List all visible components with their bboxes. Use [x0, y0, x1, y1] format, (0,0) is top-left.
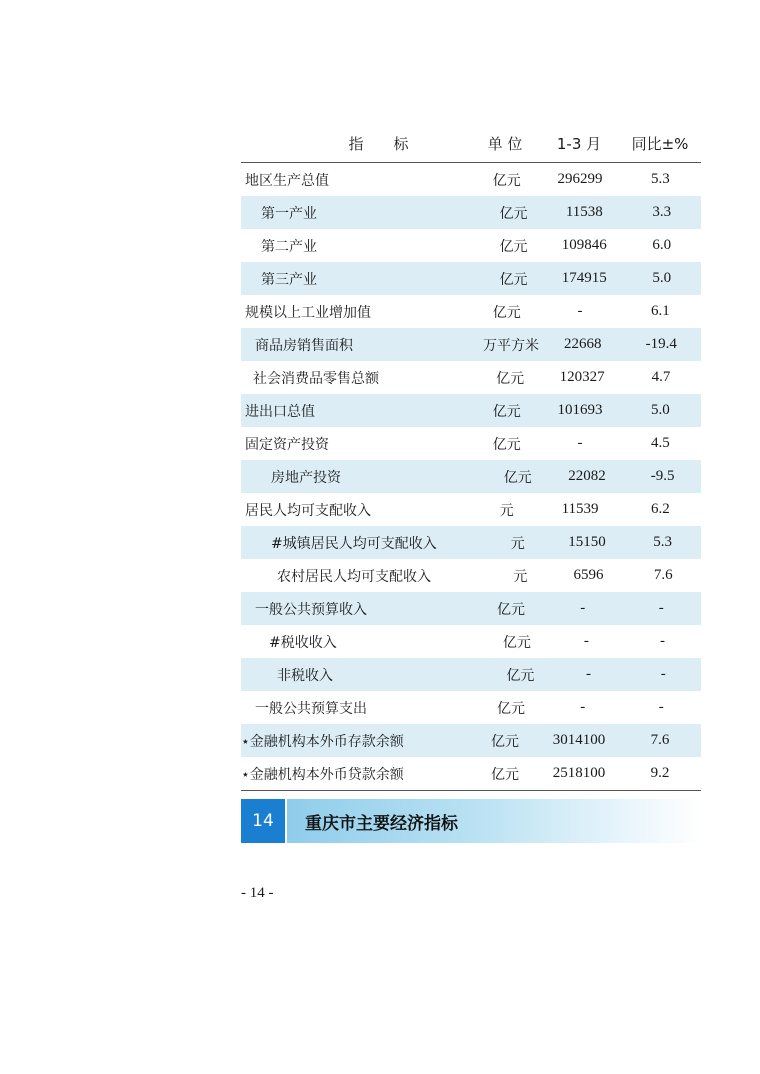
table-row	[241, 724, 701, 757]
row-value: -	[580, 600, 586, 616]
row-value: 296299	[557, 171, 603, 187]
page-number: - 14 -	[241, 885, 274, 901]
row-indicator-name: 社会消费品零售总额	[253, 370, 379, 387]
row-yoy: 7.6	[653, 567, 673, 583]
table-row	[241, 262, 701, 295]
row-unit: 万平方米	[482, 337, 539, 354]
row-unit: 亿元	[492, 172, 521, 189]
row-yoy: 6.0	[652, 237, 672, 253]
row-indicator-name: 非税收入	[277, 667, 333, 684]
row-value: 174915	[561, 270, 607, 286]
row-value: 11539	[561, 501, 599, 517]
table-row	[241, 493, 701, 526]
row-indicator-name: 规模以上工业增加值	[245, 304, 371, 321]
row-yoy: 5.3	[653, 534, 673, 550]
table-row	[241, 592, 701, 625]
row-indicator-name: ⋆金融机构本外币存款余额	[241, 733, 404, 750]
row-value: 22082	[568, 468, 606, 484]
table-row	[241, 361, 701, 394]
section-banner	[241, 799, 701, 843]
row-indicator-name: 商品房销售面积	[255, 337, 353, 354]
table-row	[241, 394, 701, 427]
row-indicator-name: 居民人均可支配收入	[245, 502, 371, 519]
table-body	[241, 163, 701, 790]
row-indicator-name: 第三产业	[261, 271, 317, 288]
row-indicator-name: #城镇居民人均可支配收入	[271, 535, 437, 552]
row-yoy: -19.4	[645, 336, 677, 352]
row-yoy: 6.2	[650, 501, 670, 517]
row-value: 101693	[557, 402, 603, 418]
row-unit: 元	[510, 535, 525, 552]
table-row	[241, 295, 701, 328]
banner-number: 14	[241, 799, 285, 843]
row-value: 120327	[559, 369, 605, 385]
row-value: -	[577, 303, 583, 319]
row-unit: 亿元	[506, 667, 535, 684]
row-value: -	[583, 633, 589, 649]
row-unit: 亿元	[496, 700, 525, 717]
row-value: -	[577, 435, 583, 451]
header-yoy: 同比±%	[631, 134, 689, 153]
row-yoy: 3.3	[652, 204, 672, 220]
row-unit: 亿元	[496, 601, 525, 618]
row-indicator-name: 第二产业	[261, 238, 317, 255]
row-unit: 亿元	[492, 436, 521, 453]
row-yoy: -	[660, 666, 666, 682]
row-value: 11538	[565, 204, 603, 220]
row-indicator-name: 第一产业	[261, 205, 317, 222]
banner-title: 重庆市主要经济指标	[287, 799, 701, 843]
table-row	[241, 691, 701, 724]
table-row	[241, 427, 701, 460]
table-bottom-rule	[241, 790, 701, 791]
header-indicator: 指 标	[348, 134, 409, 153]
row-unit: 亿元	[491, 733, 519, 750]
row-unit: 亿元	[491, 766, 519, 783]
row-value: 22668	[563, 336, 602, 352]
table-row	[241, 526, 701, 559]
row-unit: 亿元	[492, 304, 521, 321]
indicator-table	[241, 124, 701, 791]
row-yoy: -	[658, 699, 664, 715]
table-row	[241, 460, 701, 493]
table-row	[241, 559, 701, 592]
row-yoy: 9.2	[650, 765, 670, 781]
row-unit: 亿元	[492, 403, 521, 420]
row-value: 2518100	[552, 765, 606, 781]
header-value: 1-3 月	[556, 134, 602, 153]
row-unit: 亿元	[499, 271, 528, 288]
table-row	[241, 625, 701, 658]
row-indicator-name: 房地产投资	[271, 469, 341, 486]
row-value: -	[580, 699, 586, 715]
row-indicator-name: ⋆金融机构本外币贷款余额	[241, 766, 404, 783]
row-unit: 亿元	[499, 238, 528, 255]
row-indicator-name: 一般公共预算支出	[255, 700, 367, 717]
table-row	[241, 757, 701, 790]
row-unit: 元	[499, 502, 514, 519]
table-row	[241, 196, 701, 229]
table-row	[241, 229, 701, 262]
row-yoy: 6.1	[650, 303, 670, 319]
table-row	[241, 658, 701, 691]
row-unit: 亿元	[499, 205, 528, 222]
row-indicator-name: 固定资产投资	[245, 436, 329, 453]
table-header	[241, 124, 701, 163]
table-row	[241, 163, 701, 196]
row-value: 6596	[573, 567, 604, 583]
row-unit: 亿元	[502, 634, 531, 651]
row-yoy: 4.5	[650, 435, 670, 451]
row-value: -	[586, 666, 592, 682]
row-yoy: 5.0	[652, 270, 672, 286]
row-indicator-name: 进出口总值	[245, 403, 315, 420]
row-indicator-name: 地区生产总值	[245, 172, 329, 189]
row-unit: 亿元	[503, 469, 532, 486]
row-value: 109846	[561, 237, 607, 253]
row-yoy: 7.6	[650, 732, 670, 748]
row-yoy: -	[658, 600, 664, 616]
row-indicator-name: 农村居民人均可支配收入	[277, 568, 431, 585]
table-row	[241, 328, 701, 361]
row-value: 3014100	[552, 732, 606, 748]
row-yoy: 5.3	[650, 171, 670, 187]
row-indicator-name: 一般公共预算收入	[255, 601, 367, 618]
row-yoy: -	[659, 633, 665, 649]
row-yoy: 4.7	[651, 369, 671, 385]
header-unit: 单 位	[487, 134, 523, 153]
row-yoy: 5.0	[650, 402, 670, 418]
row-unit: 元	[513, 568, 528, 585]
row-indicator-name: #税收收入	[269, 634, 337, 651]
row-yoy: -9.5	[650, 468, 675, 484]
row-unit: 亿元	[496, 370, 525, 387]
row-value: 15150	[568, 534, 606, 550]
